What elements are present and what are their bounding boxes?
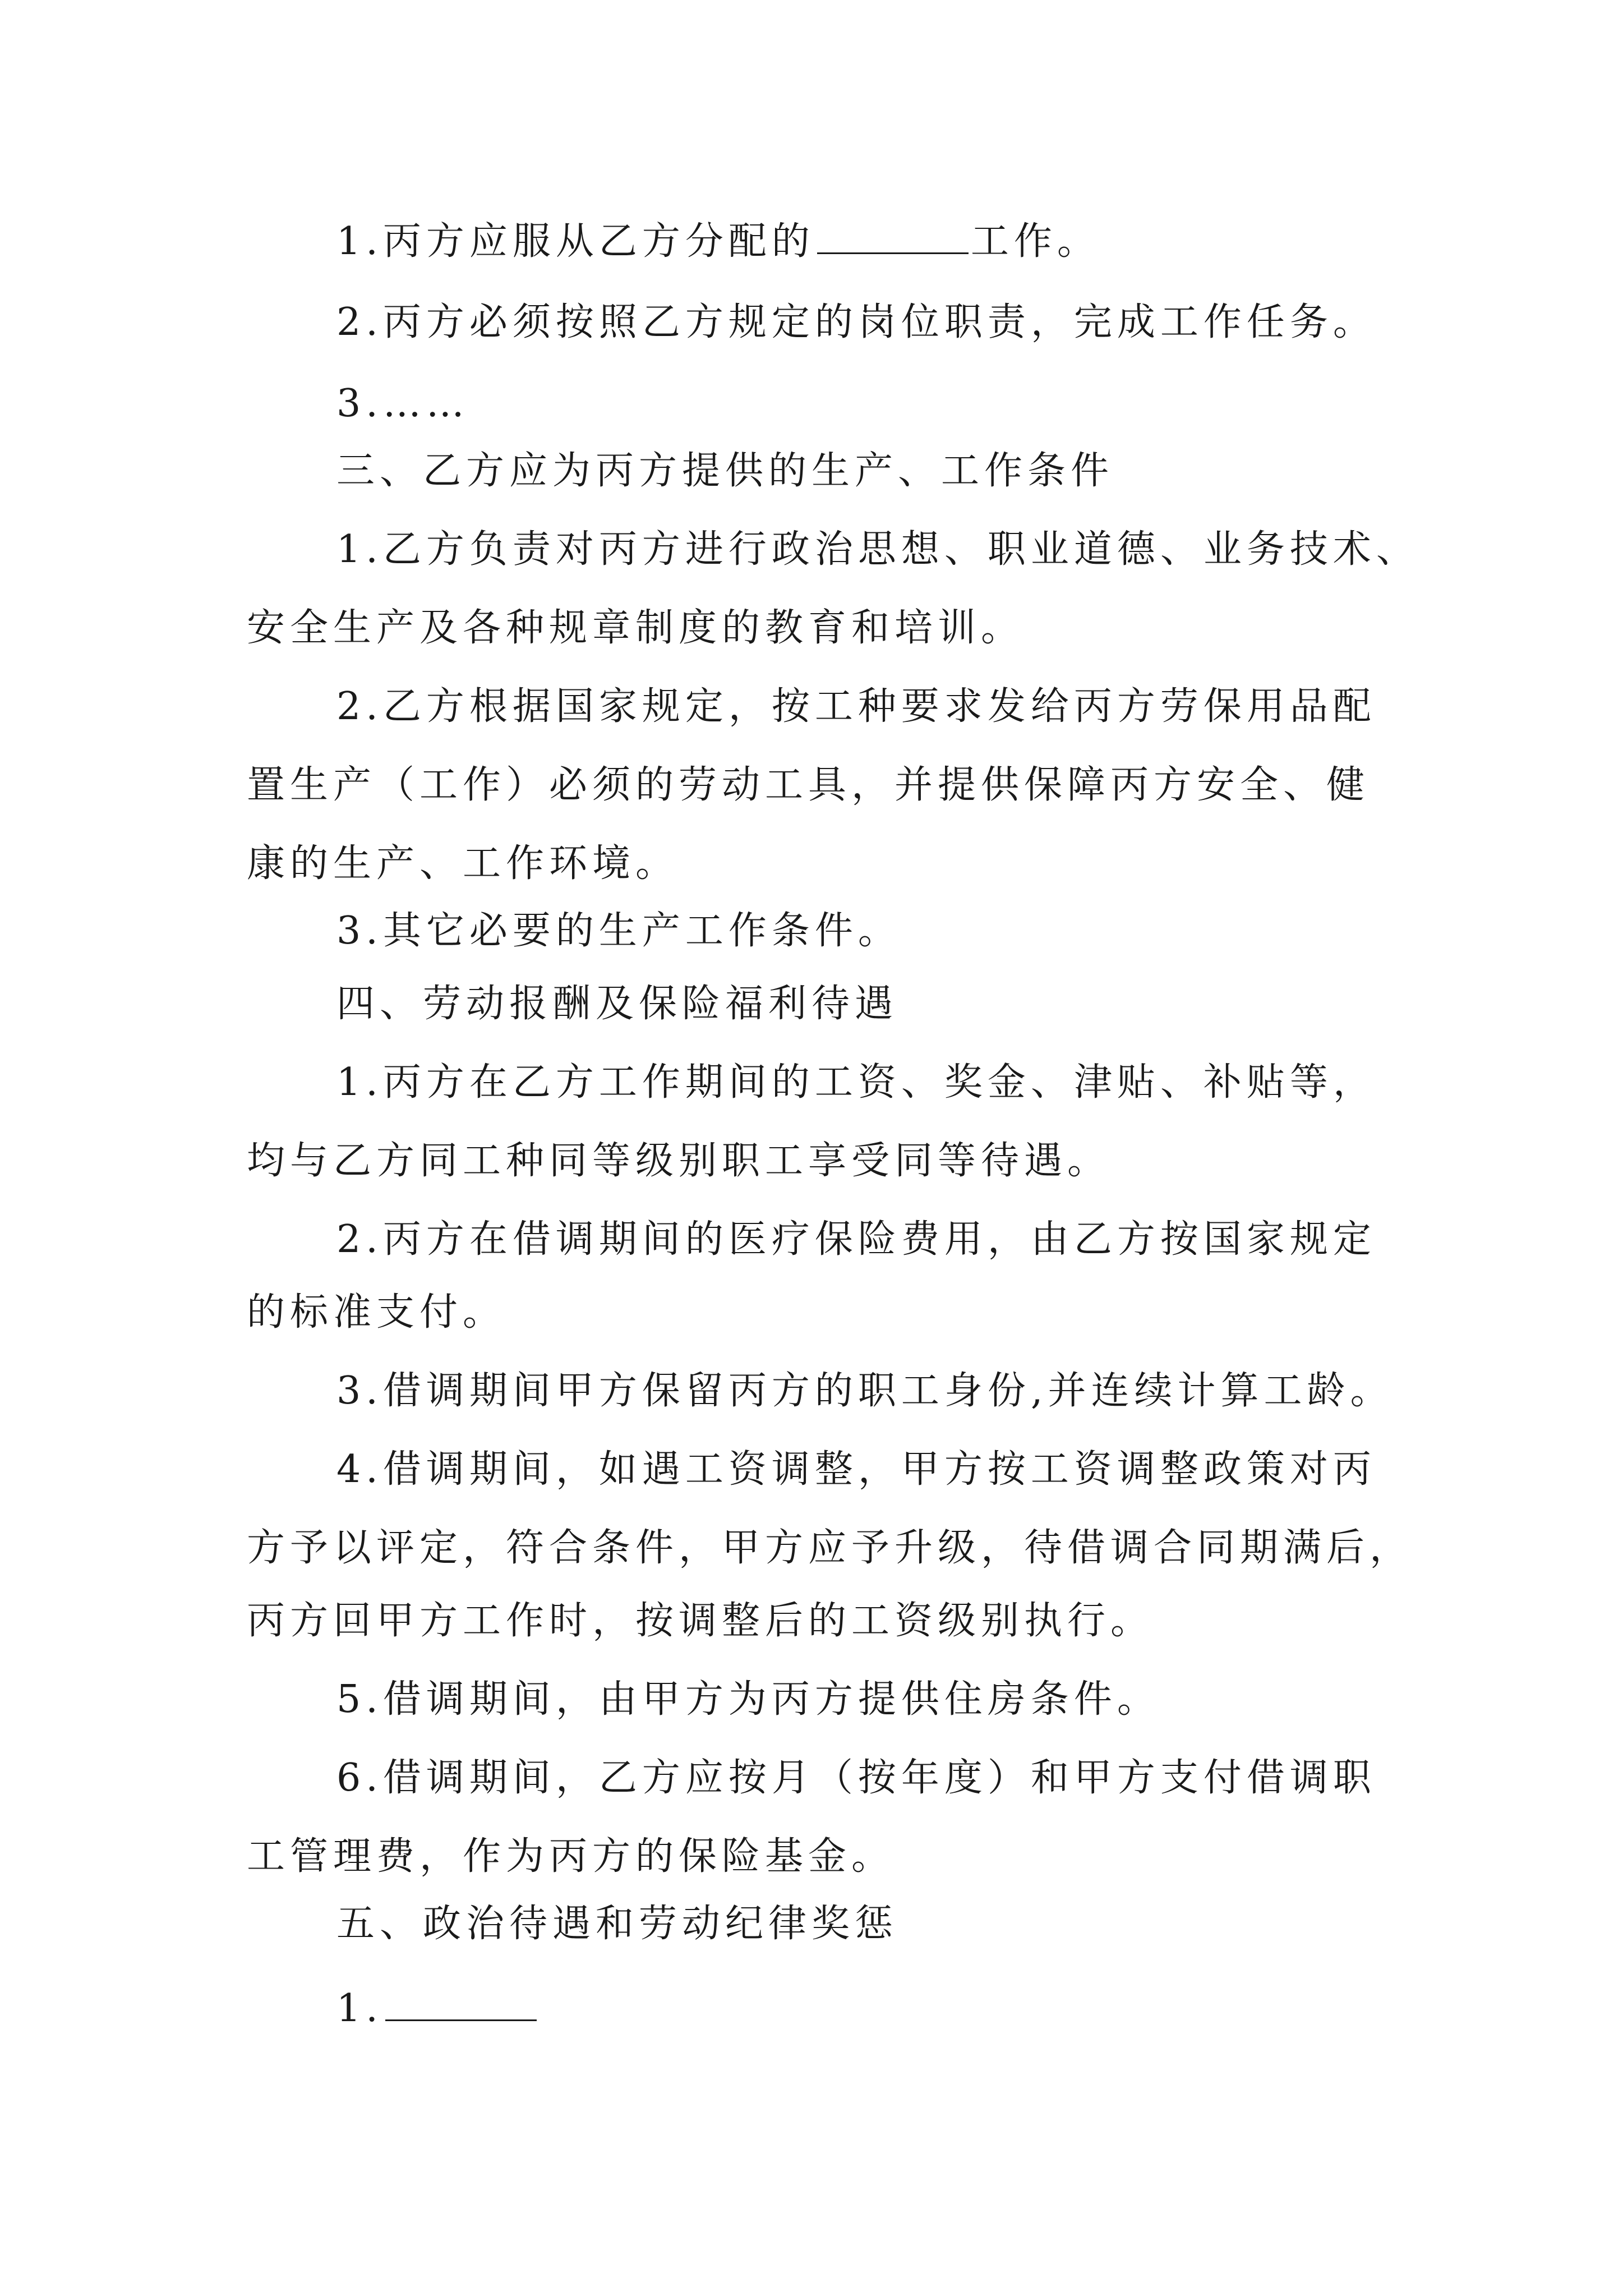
paragraph-line: 康的生产、工作环境。 — [247, 841, 679, 886]
fill-in-blank — [817, 219, 969, 254]
clause-1-line — [336, 219, 1100, 264]
final-clause-line — [336, 1986, 539, 2031]
final-clause-number: 1. — [336, 1986, 383, 2031]
section-4-heading: 四、劳动报酬及保险福利待遇 — [336, 982, 898, 1026]
paragraph-line: 安全生产及各种规章制度的教育和培训。 — [247, 606, 1025, 650]
paragraph-line: 方予以评定，符合条件，甲方应予升级，待借调合同期满后， — [247, 1526, 1413, 1570]
clause-1-text-after-blank: 工作。 — [970, 219, 1100, 264]
paragraph-line: 2.丙方在借调期间的医疗保险费用，由乙方按国家规定 — [336, 1217, 1376, 1262]
section-5-heading: 五、政治待遇和劳动纪律奖惩 — [336, 1902, 898, 1946]
paragraph-line: 工管理费，作为丙方的保险基金。 — [247, 1834, 895, 1879]
paragraph-line: 5.借调期间，由甲方为丙方提供住房条件。 — [336, 1677, 1160, 1722]
paragraph-line: 6.借调期间，乙方应按月（按年度）和甲方支付借调职 — [336, 1756, 1376, 1800]
paragraph-line: 2.乙方根据国家规定，按工种要求发给丙方劳保用品配 — [336, 684, 1376, 729]
paragraph-line: 4.借调期间，如遇工资调整，甲方按工资调整政策对丙 — [336, 1447, 1376, 1492]
clause-1-text-before-blank: 1.丙方应服从乙方分配的 — [336, 219, 815, 264]
paragraph-line: 3.借调期间甲方保留丙方的职工身份,并连续计算工龄。 — [336, 1369, 1394, 1413]
clause-3-line: 3.…… — [336, 381, 469, 426]
paragraph-line: 1.丙方在乙方工作期间的工资、奖金、津贴、补贴等， — [336, 1060, 1376, 1105]
paragraph-line: 1.乙方负责对丙方进行政治思想、职业道德、业务技术、 — [336, 527, 1419, 572]
section-3-heading: 三、乙方应为丙方提供的生产、工作条件 — [336, 449, 1114, 493]
paragraph-line: 置生产（工作）必须的劳动工具，并提供保障丙方安全、健 — [247, 763, 1370, 807]
paragraph-line: 均与乙方同工种同等级别职工享受同等待遇。 — [247, 1139, 1111, 1183]
paragraph-line: 3.其它必要的生产工作条件。 — [336, 909, 901, 953]
paragraph-line: 丙方回甲方工作时，按调整后的工资级别执行。 — [247, 1599, 1154, 1643]
paragraph-line: 的标准支付。 — [247, 1290, 506, 1335]
clause-2-line: 2.丙方必须按照乙方规定的岗位职责，完成工作任务。 — [336, 300, 1376, 344]
fill-in-blank — [385, 1986, 537, 2021]
